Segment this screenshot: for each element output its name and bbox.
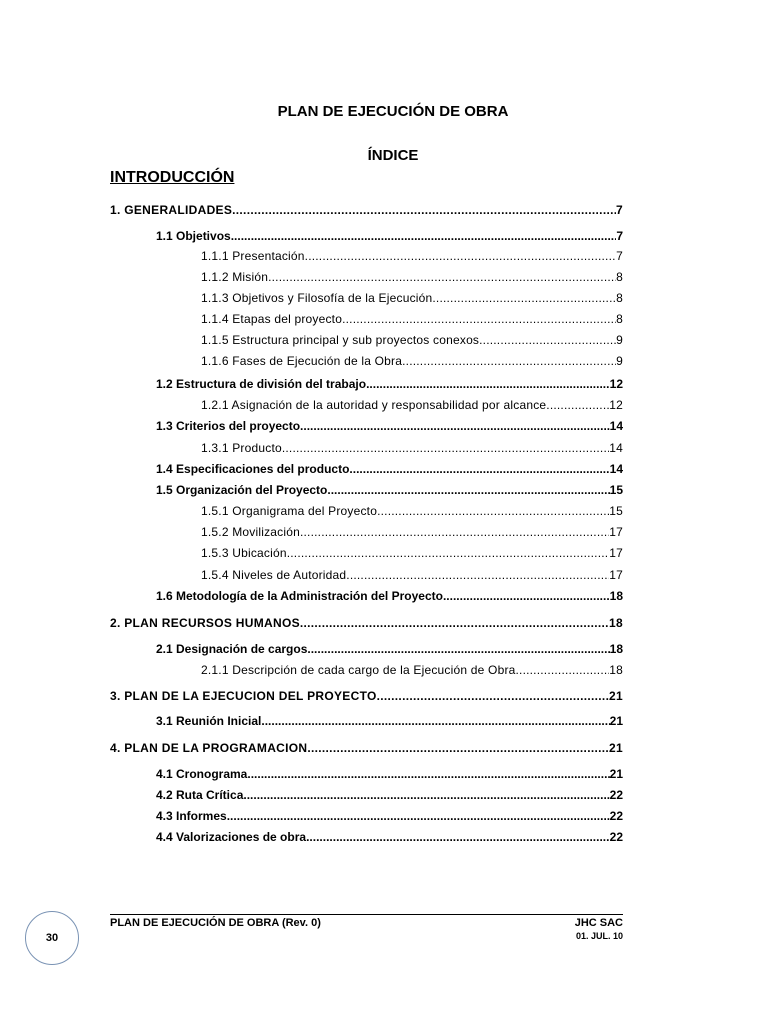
- toc-entry[interactable]: [156, 483, 623, 497]
- toc-entry-label: 1.3.1 Producto: [201, 441, 282, 455]
- toc-dot-leader: [227, 809, 610, 823]
- toc-dot-leader: [307, 642, 609, 656]
- toc-entry-label: 1.5.2 Movilización: [201, 525, 300, 539]
- toc-entry-label: 4.1 Cronograma: [156, 767, 248, 781]
- toc-dot-leader: [261, 714, 609, 728]
- toc-entry-page: 8: [616, 291, 623, 305]
- toc-dot-leader: [349, 462, 609, 476]
- toc-entry-label: 1.5.1 Organigrama del Proyecto: [201, 504, 378, 518]
- toc-entry-label: 1.2 Estructura de división del trabajo: [156, 377, 367, 391]
- toc-entry-page: 22: [609, 830, 623, 844]
- toc-entry-page: 14: [609, 462, 623, 476]
- toc-entry-label: 1.1.5 Estructura principal y sub proyectos conexos: [201, 333, 480, 347]
- toc-entry-label: 1.5 Organización del Proyecto: [156, 483, 328, 497]
- toc-entry-label: 1. GENERALIDADES: [110, 203, 233, 217]
- toc-entry-label: 2.1 Designación de cargos: [156, 642, 308, 656]
- toc-entry[interactable]: [201, 546, 623, 560]
- toc-entry[interactable]: [156, 830, 623, 844]
- footer-divider: [110, 914, 623, 915]
- toc-entry-label: 1.5.4 Niveles de Autoridad: [201, 568, 347, 582]
- toc-entry-page: 21: [609, 767, 623, 781]
- toc-dot-leader: [327, 483, 609, 497]
- toc-entry[interactable]: [110, 203, 623, 217]
- toc-entry[interactable]: [201, 398, 623, 412]
- toc-entry[interactable]: [110, 741, 623, 755]
- toc-entry-page: 12: [609, 377, 623, 391]
- toc-entry[interactable]: [156, 377, 623, 391]
- toc-entry-page: 14: [609, 441, 623, 455]
- toc-entry-label: 4.4 Valorizaciones de obra: [156, 830, 307, 844]
- toc-entry[interactable]: [201, 333, 623, 347]
- toc-entry-label: 3. PLAN DE LA EJECUCION DEL PROYECTO: [110, 689, 377, 703]
- page-number-badge: [25, 911, 79, 965]
- footer-date: 01. JUL. 10: [575, 931, 623, 941]
- toc-entry-label: 1.1.2 Misión: [201, 270, 269, 284]
- toc-entry-page: 21: [609, 741, 623, 755]
- page-number: 30: [45, 932, 59, 944]
- document-title: PLAN DE EJECUCIÓN DE OBRA: [277, 103, 509, 120]
- toc-entry-page: 18: [609, 616, 623, 630]
- toc-entry-label: 4.3 Informes: [156, 809, 227, 823]
- toc-dot-leader: [305, 249, 616, 263]
- toc-entry-page: 7: [616, 203, 623, 217]
- toc-dot-leader: [516, 663, 610, 677]
- toc-entry-page: 17: [609, 568, 623, 582]
- toc-entry-label: 1.1 Objetivos: [156, 229, 231, 243]
- toc-entry-page: 17: [609, 525, 623, 539]
- toc-dot-leader: [307, 741, 609, 755]
- toc-entry[interactable]: [201, 291, 623, 305]
- toc-entry[interactable]: [156, 419, 623, 433]
- toc-entry-label: 1.5.3 Ubicación: [201, 546, 287, 560]
- toc-entry-page: 21: [609, 714, 623, 728]
- index-title: ÍNDICE: [367, 147, 419, 164]
- toc-entry-page: 9: [616, 333, 623, 347]
- toc-entry[interactable]: [156, 767, 623, 781]
- toc-dot-leader: [268, 270, 616, 284]
- toc-entry-label: 3.1 Reunión Inicial: [156, 714, 262, 728]
- toc-entry-label: 1.1.1 Presentación: [201, 249, 305, 263]
- toc-entry[interactable]: [201, 354, 623, 368]
- toc-entry[interactable]: [201, 525, 623, 539]
- toc-entry-page: 7: [616, 249, 623, 263]
- toc-entry-page: 18: [609, 663, 623, 677]
- toc-entry[interactable]: [156, 809, 623, 823]
- toc-entry[interactable]: [201, 312, 623, 326]
- toc-dot-leader: [346, 568, 609, 582]
- toc-dot-leader: [231, 229, 617, 243]
- toc-entry-page: 21: [609, 689, 623, 703]
- toc-entry-page: 22: [609, 788, 623, 802]
- toc-entry[interactable]: [201, 270, 623, 284]
- toc-entry-page: 15: [609, 504, 623, 518]
- toc-entry-page: 12: [609, 398, 623, 412]
- toc-entry-label: 1.1.3 Objetivos y Filosofía de la Ejecución: [201, 291, 433, 305]
- toc-dot-leader: [287, 546, 610, 560]
- toc-entry-label: 2.1.1 Descripción de cada cargo de la Ejecución de Obra: [201, 663, 516, 677]
- toc-entry[interactable]: [201, 663, 623, 677]
- toc-entry-label: 4.2 Ruta Crítica: [156, 788, 244, 802]
- toc-entry[interactable]: [110, 689, 623, 703]
- toc-entry-page: 18: [609, 642, 623, 656]
- toc-entry-page: 7: [616, 229, 623, 243]
- toc-dot-leader: [479, 333, 616, 347]
- toc-dot-leader: [342, 312, 616, 326]
- toc-dot-leader: [546, 398, 609, 412]
- toc-dot-leader: [243, 788, 609, 802]
- toc-entry[interactable]: [201, 504, 623, 518]
- toc-entry[interactable]: [156, 714, 623, 728]
- toc-entry-label: 1.1.4 Etapas del proyecto: [201, 312, 343, 326]
- toc-dot-leader: [300, 616, 609, 630]
- toc-entry-label: 1.3 Criterios del proyecto: [156, 419, 301, 433]
- toc-entry-page: 8: [616, 270, 623, 284]
- footer-company: JHC SAC: [574, 917, 623, 929]
- toc-dot-leader: [432, 291, 616, 305]
- footer-document-title: PLAN DE EJECUCIÓN DE OBRA (Rev. 0): [110, 917, 321, 929]
- toc-entry-label: 4. PLAN DE LA PROGRAMACION: [110, 741, 308, 755]
- toc-dot-leader: [443, 589, 610, 603]
- toc-entry-page: 18: [609, 589, 623, 603]
- toc-entry-page: 9: [616, 354, 623, 368]
- toc-entry[interactable]: [156, 229, 623, 243]
- toc-dot-leader: [300, 419, 610, 433]
- toc-dot-leader: [377, 504, 609, 518]
- toc-entry-label: 1.6 Metodología de la Administración del Proyecto: [156, 589, 443, 603]
- toc-dot-leader: [232, 203, 616, 217]
- toc-entry[interactable]: [156, 462, 623, 476]
- toc-dot-leader: [377, 689, 609, 703]
- toc-entry-page: 15: [609, 483, 623, 497]
- toc-entry[interactable]: [156, 642, 623, 656]
- toc-entry[interactable]: [156, 788, 623, 802]
- toc-entry[interactable]: [201, 441, 623, 455]
- toc-entry-label: 1.2.1 Asignación de la autoridad y responsabilidad por alcance: [201, 398, 547, 412]
- toc-dot-leader: [306, 830, 610, 844]
- introduction-heading[interactable]: INTRODUCCIÓN: [110, 169, 235, 186]
- toc-entry[interactable]: [156, 589, 623, 603]
- toc-entry-page: 14: [609, 419, 623, 433]
- toc-entry-label: 1.4 Especificaciones del producto: [156, 462, 350, 476]
- toc-entry[interactable]: [201, 568, 623, 582]
- toc-entry-page: 22: [609, 809, 623, 823]
- toc-dot-leader: [300, 525, 609, 539]
- toc-entry[interactable]: [201, 249, 623, 263]
- toc-entry-page: 17: [609, 546, 623, 560]
- toc-entry-label: 2. PLAN RECURSOS HUMANOS: [110, 616, 300, 630]
- toc-entry-page: 8: [616, 312, 623, 326]
- toc-dot-leader: [282, 441, 609, 455]
- toc-dot-leader: [247, 767, 609, 781]
- toc-entry[interactable]: [110, 616, 623, 630]
- toc-dot-leader: [402, 354, 616, 368]
- toc-dot-leader: [366, 377, 610, 391]
- toc-entry-label: 1.1.6 Fases de Ejecución de la Obra: [201, 354, 403, 368]
